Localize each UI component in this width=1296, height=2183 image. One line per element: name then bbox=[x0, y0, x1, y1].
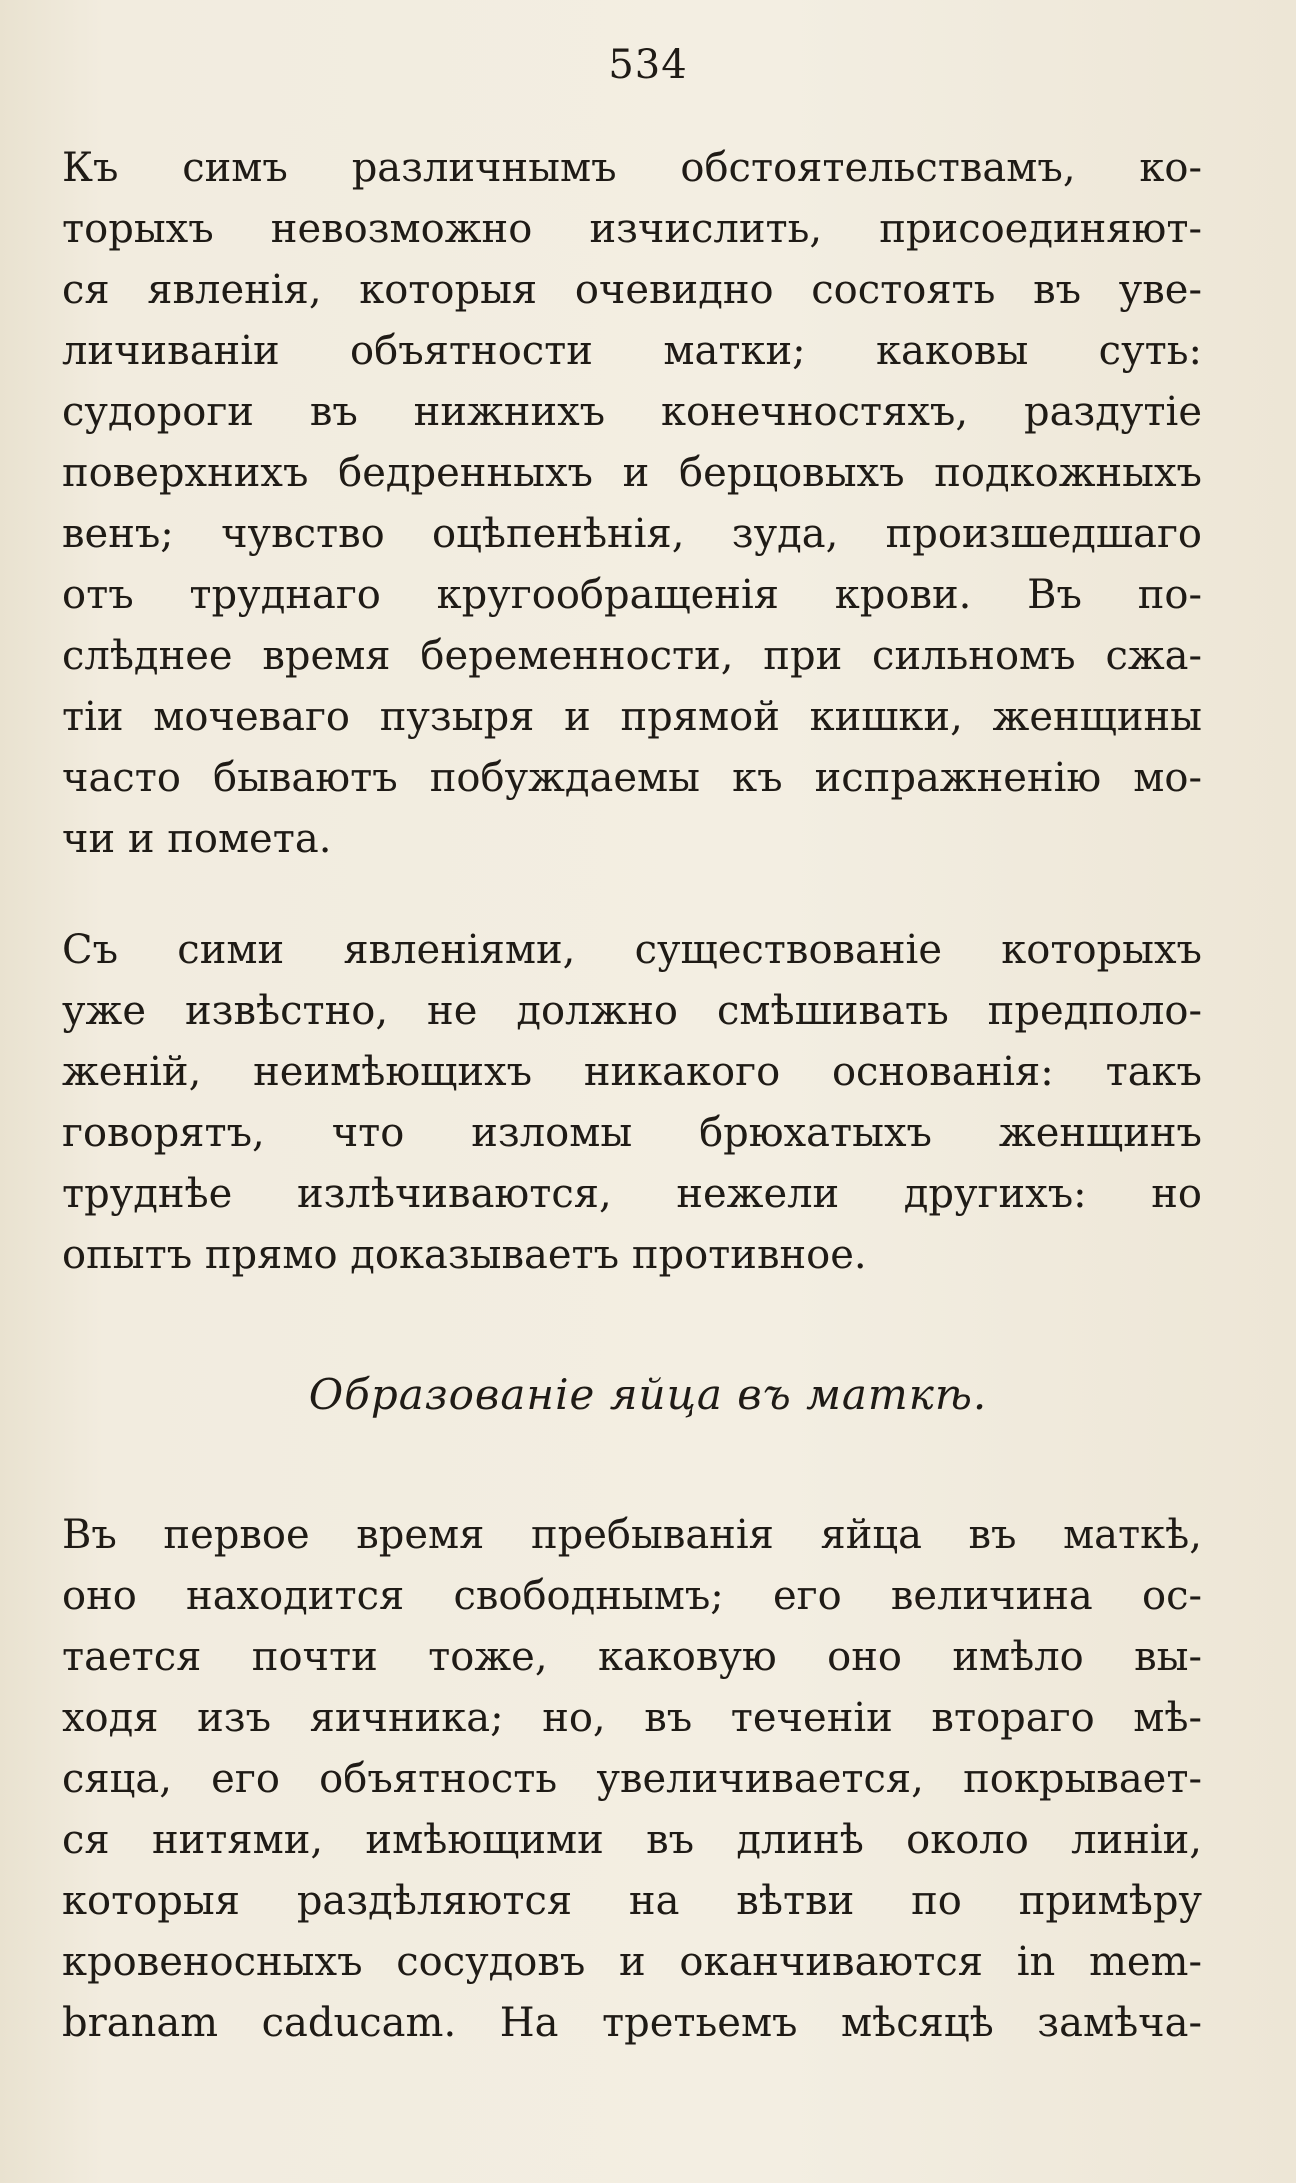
text-line: судороги въ нижнихъ конечностяхъ, раздутіе bbox=[62, 389, 1202, 435]
text-line: ся явленія, которыя очевидно состоять въ уве- bbox=[62, 267, 1202, 313]
text-line: венъ; чувство оцѣпенѣнія, зуда, произшедшаго bbox=[62, 511, 1202, 557]
text-line: ходя изъ яичника; но, въ теченіи втораго мѣ- bbox=[62, 1695, 1202, 1741]
text-line: оно находится свободнымъ; его величина ос- bbox=[62, 1573, 1202, 1619]
text-line: уже извѣстно, не должно смѣшивать предполо- bbox=[62, 988, 1202, 1034]
text-line: поверхнихъ бедренныхъ и берцовыхъ подкожныхъ bbox=[62, 450, 1202, 496]
text-line: сяца, его объятность увеличивается, покрывает- bbox=[62, 1756, 1202, 1802]
text-line: отъ труднаго кругообращенія крови. Въ по- bbox=[62, 572, 1202, 618]
text-line: опытъ прямо доказываетъ противное. bbox=[62, 1232, 867, 1278]
text-line: слѣднее время беременности, при сильномъ сжа- bbox=[62, 633, 1202, 679]
paragraph-1 bbox=[62, 138, 1202, 870]
text-line: говорятъ, что изломы брюхатыхъ женщинъ bbox=[62, 1110, 1202, 1156]
paragraph-3 bbox=[62, 1505, 1202, 2054]
text-line: тается почти тоже, каковую оно имѣло вы- bbox=[62, 1634, 1202, 1680]
text-line: Съ сими явленіями, существованіе которыхъ bbox=[62, 927, 1202, 973]
text-line: ся нитями, имѣющими въ длинѣ около линіи, bbox=[62, 1817, 1202, 1863]
text-line: branam caducam. На третьемъ мѣсяцѣ замѣча- bbox=[62, 2000, 1202, 2046]
text-line: чи и помета. bbox=[62, 816, 332, 862]
text-line: тіи мочеваго пузыря и прямой кишки, женщины bbox=[62, 694, 1202, 740]
text-line: часто бываютъ побуждаемы къ испражненію мо- bbox=[62, 755, 1202, 801]
text-line: женій, неимѣющихъ никакого основанія: такъ bbox=[62, 1049, 1202, 1095]
text-line: Въ первое время пребыванія яйца въ маткѣ, bbox=[62, 1512, 1202, 1558]
paragraph-2 bbox=[62, 920, 1202, 1286]
text-line: личиваніи объятности матки; каковы суть: bbox=[62, 328, 1202, 374]
text-line: которыя раздѣляются на вѣтви по примѣру bbox=[62, 1878, 1202, 1924]
text-line: торыхъ невозможно изчислить, присоединяют- bbox=[62, 206, 1202, 252]
text-line: Къ симъ различнымъ обстоятельствамъ, ко- bbox=[62, 145, 1202, 191]
section-heading: Образованіе яйца въ маткѣ. bbox=[308, 1370, 988, 1419]
text-line: кровеносныхъ сосудовъ и оканчиваются in mem- bbox=[62, 1939, 1202, 1985]
page-number: 534 bbox=[608, 42, 688, 88]
text-line: труднѣе излѣчиваются, нежели другихъ: но bbox=[62, 1171, 1202, 1217]
